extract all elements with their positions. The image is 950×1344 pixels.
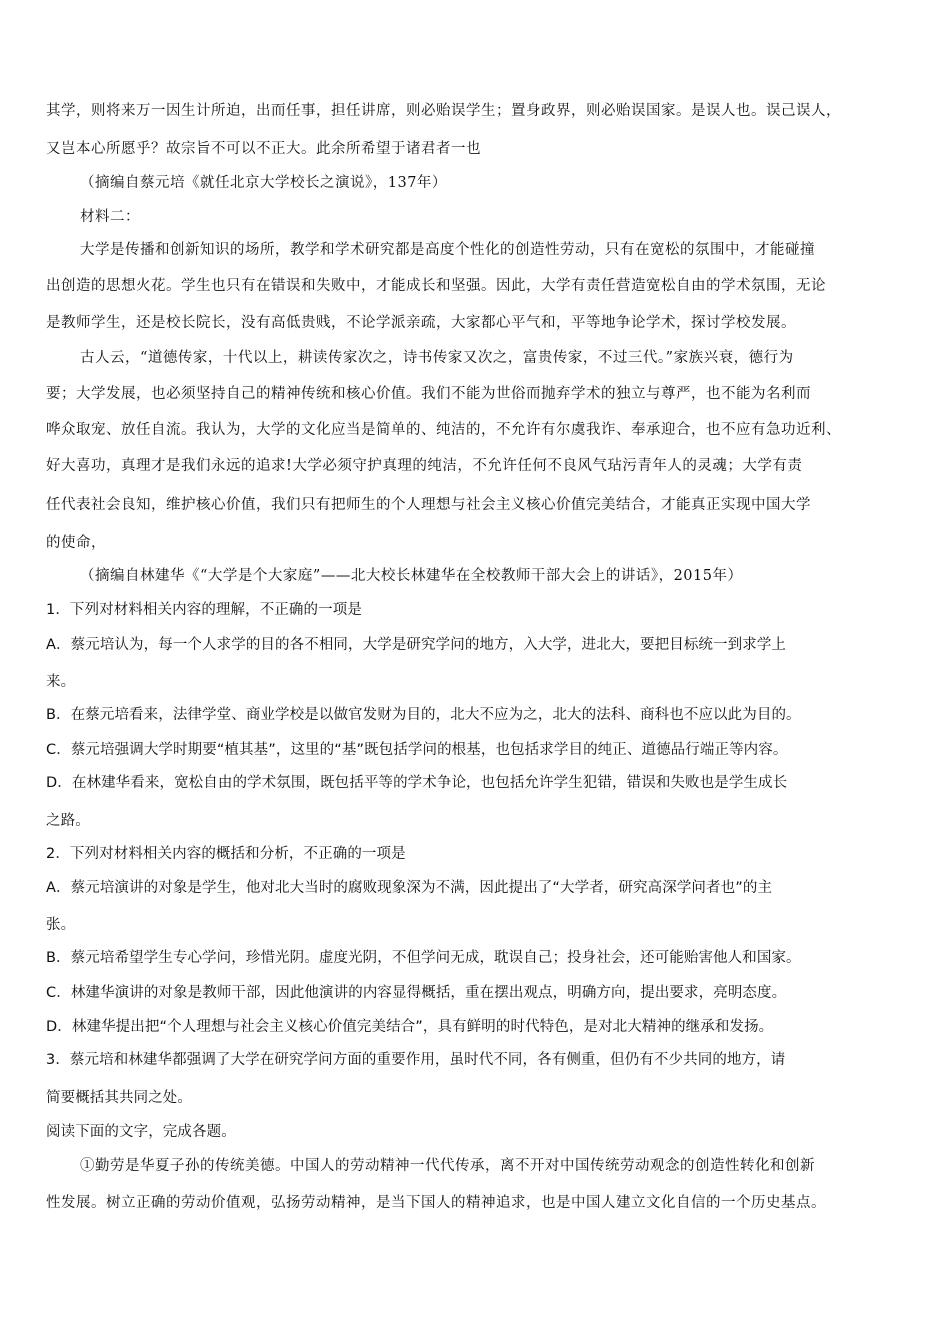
question-1-option-a-cont: 来。 bbox=[46, 674, 76, 690]
material-two-line-7: 好大喜功，真理才是我们永远的追求!大学必须守护真理的纯洁，不允许任何不良风气玷污青年人的灵魂；大学有责 bbox=[46, 458, 803, 474]
question-2-option-c: C．林建华演讲的对象是教师干部，因此他演讲的内容显得概括，重在摆出观点，明确方向，提出要求，亮明态度。 bbox=[46, 985, 787, 1001]
question-1-option-b: B．在蔡元培看来，法律学堂、商业学校是以做官发财为目的，北大不应为之，北大的法科、商科也不应以此为目的。 bbox=[46, 707, 801, 723]
material-two-line-8: 任代表社会良知，维护核心价值，我们只有把师生的个人理想与社会主义核心价值完美结合，才能真正实现中国大学 bbox=[46, 497, 811, 513]
material-two-line-2: 出创造的思想火花。学生也只有在错误和失败中，才能成长和坚强。因此，大学有责任营造宽松自由的学术氛围，无论 bbox=[46, 278, 826, 294]
material-two-line-5: 要；大学发展，也必须坚持自己的精神传统和核心价值。我们不能为世俗而抛弃学术的独立与尊严，也不能为名利而 bbox=[46, 386, 811, 402]
reading-instruction: 阅读下面的文字，完成各题。 bbox=[46, 1124, 236, 1140]
question-1-option-c: C．蔡元培强调大学时期要“植其基”，这里的“基”既包括学问的根基，也包括求学目的纯正、道德品行端正等内容。 bbox=[46, 742, 788, 758]
material-two-line-9: 的使命， bbox=[46, 535, 106, 551]
material-two-line-3: 是教师学生，还是校长院长，没有高低贵贱，不论学派亲疏，大家都心平气和，平等地争论学术，探讨学校发展。 bbox=[46, 315, 796, 331]
question-2-option-a-cont: 张。 bbox=[46, 917, 76, 933]
question-2-option-d: D．林建华提出把“个人理想与社会主义核心价值完美结合”，具有鲜明的时代特色，是对北大精神的继承和发扬。 bbox=[46, 1019, 774, 1035]
source-citation-lin: （摘编自林建华《“大学是个大家庭”——北大校长林建华在全校教师干部大会上的讲话》，2015年） bbox=[80, 568, 743, 584]
material-one-line-2: 又岂本心所愿乎？故宗旨不可以不正大。此余所希望于诸君者一也 bbox=[46, 141, 481, 157]
question-2-stem: 2．下列对材料相关内容的概括和分析，不正确的一项是 bbox=[46, 846, 406, 862]
question-2-option-b: B．蔡元培希望学生专心学问，珍惜光阴。虚度光阴，不但学问无成，耽误自己；投身社会，还可能贻害他人和国家。 bbox=[46, 950, 801, 966]
question-2-option-a: A．蔡元培演讲的对象是学生，他对北大当时的腐败现象深为不满，因此提出了“大学者，研究高深学问者也”的主 bbox=[46, 880, 773, 896]
material-two-line-1: 大学是传播和创新知识的场所，教学和学术研究都是高度个性化的创造性劳动，只有在宽松的氛围中，才能碰撞 bbox=[80, 242, 815, 258]
material-one-line-1: 其学，则将来万一因生计所迫，出而任事，担任讲席，则必贻误学生；置身政界，则必贻误国家。是误人也。误己误人， bbox=[46, 103, 841, 119]
question-1-stem: 1．下列对材料相关内容的理解，不正确的一项是 bbox=[46, 602, 362, 618]
source-citation-cai: （摘编自蔡元培《就任北京大学校长之演说》，137年） bbox=[80, 175, 447, 191]
material-two-line-6: 哗众取宠、放任自流。我认为，大学的文化应当是简单的、纯洁的，不允许有尔虞我诈、奉承迎合，也不应有急功近利、 bbox=[46, 422, 841, 438]
question-3-stem-cont: 简要概括其共同之处。 bbox=[46, 1090, 192, 1106]
material-two-heading: 材料二： bbox=[80, 209, 140, 225]
passage-paragraph-1-line-1: ①勤劳是华夏子孙的传统美德。中国人的劳动精神一代代传承，离不开对中国传统劳动观念的创造性转化和创新 bbox=[80, 1158, 815, 1174]
question-1-option-a: A．蔡元培认为，每一个人求学的目的各不相同，大学是研究学问的地方，入大学，进北大，要把目标统一到求学上 bbox=[46, 637, 787, 653]
question-1-option-d-cont: 之路。 bbox=[46, 813, 90, 829]
question-3-stem: 3．蔡元培和林建华都强调了大学在研究学问方面的重要作用，虽时代不同，各有侧重，但仍有不少共同的地方，请 bbox=[46, 1052, 786, 1068]
question-1-option-d: D．在林建华看来，宽松自由的学术氛围，既包括平等的学术争论，也包括允许学生犯错，错误和失败也是学生成长 bbox=[46, 775, 788, 791]
material-two-line-4: 古人云，“道德传家，十代以上，耕读传家次之，诗书传家又次之，富贵传家，不过三代。”家族兴衰，德行为 bbox=[80, 350, 794, 366]
passage-paragraph-1-line-2: 性发展。树立正确的劳动价值观，弘扬劳动精神，是当下国人的精神追求，也是中国人建立文化自信的一个历史基点。 bbox=[46, 1195, 826, 1211]
